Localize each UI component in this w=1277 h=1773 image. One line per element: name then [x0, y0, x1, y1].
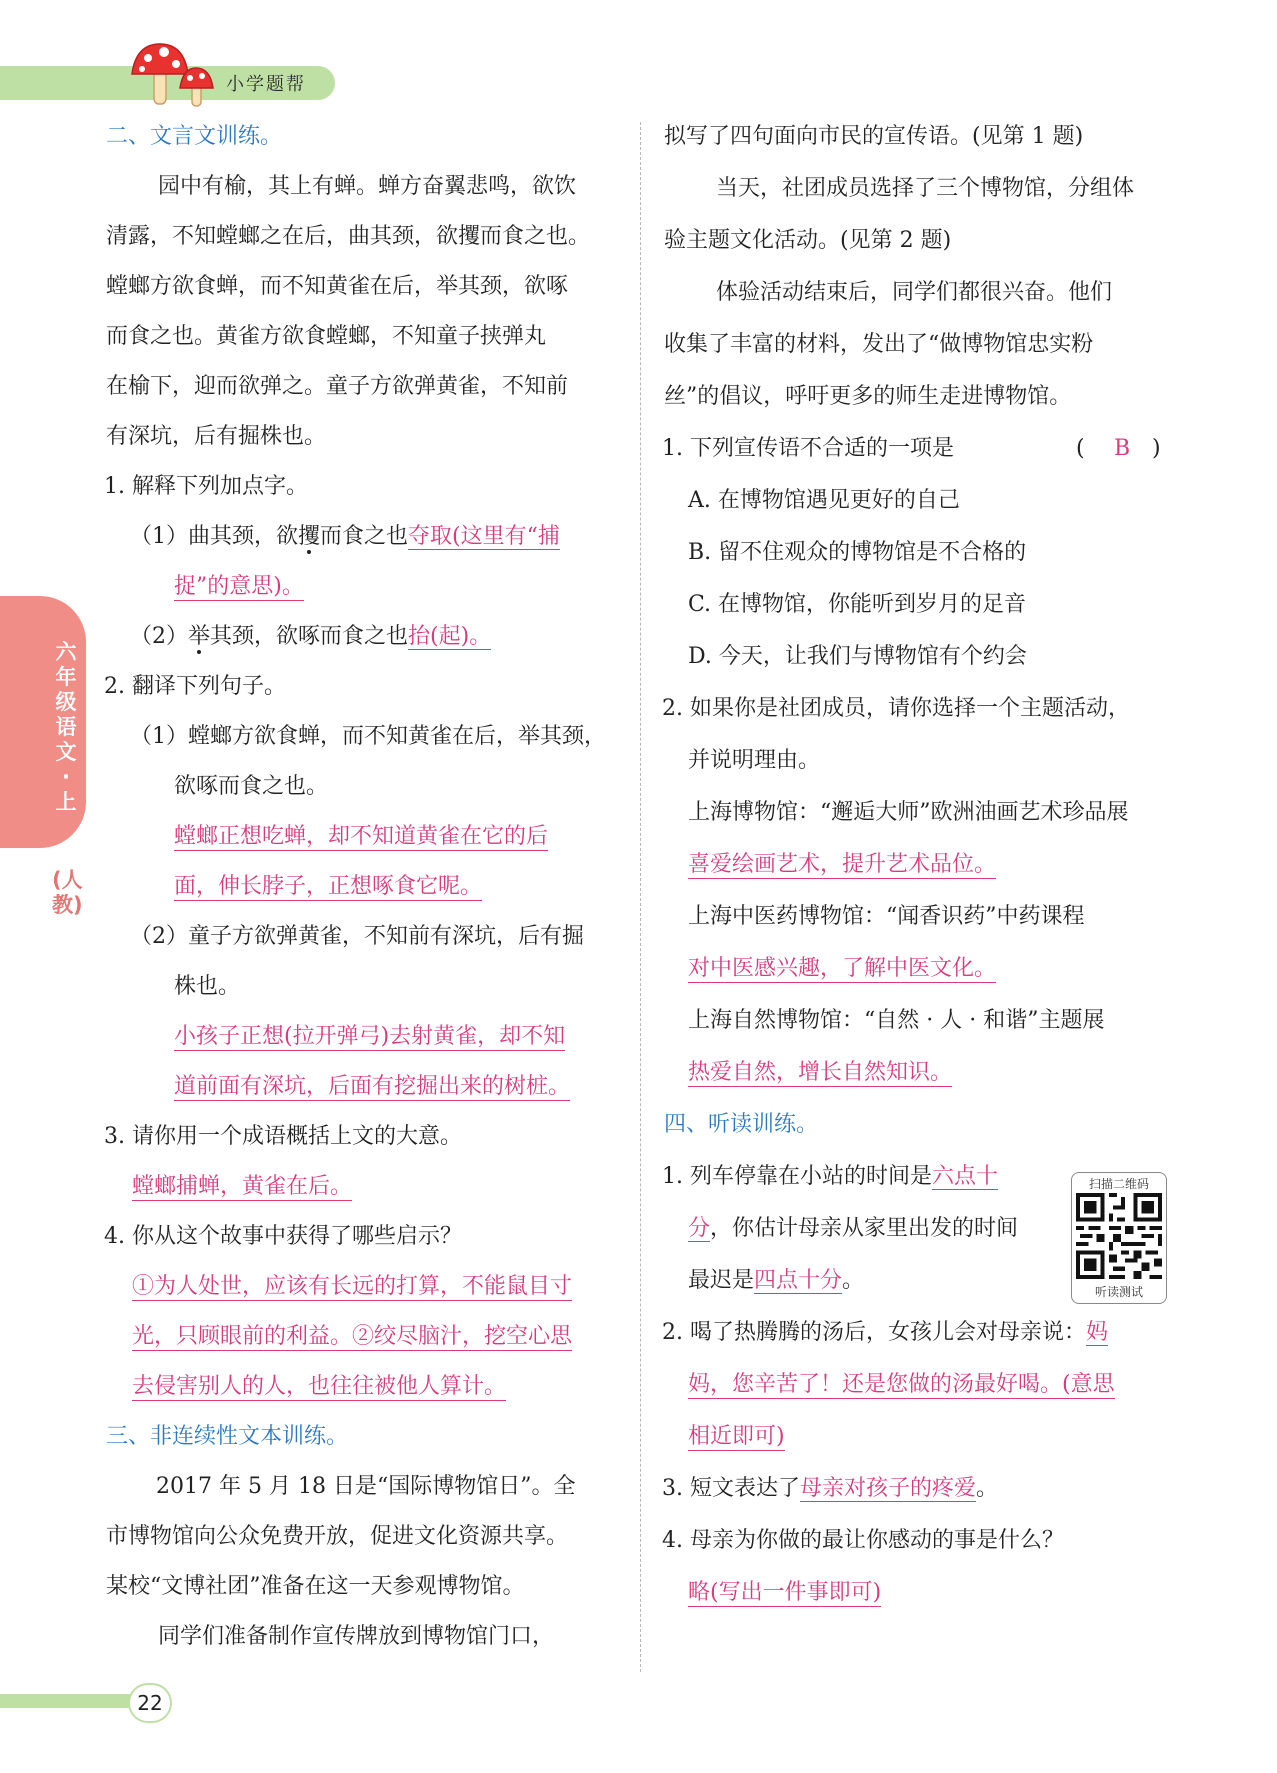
answer-4-line — [132, 1372, 506, 1402]
question-1-2 — [130, 622, 491, 652]
answer-3 — [132, 1172, 352, 1202]
side-tab-edition: (人教) — [52, 868, 83, 917]
answer-text: 喜爱绘画艺术，提升艺术品位。 — [688, 852, 997, 877]
answer-bracket-close: ) — [1152, 436, 1161, 461]
passage-line: 园中有榆，其上有蝉。蝉方奋翼悲鸣，欲饮 — [158, 174, 577, 199]
question-1-2-suffix: 其颈，欲啄而食之也 — [210, 624, 409, 649]
museum-2: 上海中医药博物馆：“闻香识药”中药课程 — [688, 904, 1085, 929]
question-1-1-prefix: （1）曲其颈，欲 — [130, 524, 298, 549]
mushroom-logo-icon — [128, 40, 228, 110]
answer-text: ①为人处世，应该有长远的打算，不能鼠目寸 — [132, 1274, 573, 1299]
option-b: B. 留不住观众的博物馆是不合格的 — [688, 540, 1027, 565]
passage-line: 有深坑，后有掘株也。 — [106, 424, 327, 449]
listen-answer-2a: 妈 — [1086, 1320, 1109, 1345]
listen-answer-1c: 四点十分 — [754, 1268, 843, 1293]
answer-text: 光，只顾眼前的利益。②绞尽脑汁，挖空心思 — [132, 1324, 573, 1349]
answer-2-1-line — [174, 822, 548, 852]
museum-3-answer — [688, 1058, 952, 1088]
listen-answer-4 — [688, 1578, 881, 1608]
section-3-title: 三、非连续性文本训练。 — [106, 1424, 349, 1449]
answer-text: 对中医感兴趣，了解中医文化。 — [688, 956, 997, 981]
section-3-cont: 当天，社团成员选择了三个博物馆，分组体 — [716, 176, 1135, 201]
answer-text: 捉”的意思)。 — [174, 574, 304, 599]
qr-caption-bottom: 听读测试 — [1094, 1285, 1143, 1299]
answer-4-line — [132, 1322, 572, 1352]
answer-text: 小孩子正想(拉开弹弓)去射黄雀，却不知 — [174, 1024, 566, 1049]
option-d: D. 今天，让我们与博物馆有个约会 — [688, 644, 1027, 669]
header-title: 小学题帮 — [226, 74, 306, 95]
question-1: 1. 解释下列加点字。 — [104, 474, 308, 499]
museum-1-answer — [688, 850, 996, 880]
answer-choice: B — [1114, 436, 1131, 461]
listen-question-1-end — [688, 1266, 864, 1296]
listen-answer-1b: 分 — [688, 1216, 711, 1241]
listen-question-3 — [662, 1474, 998, 1504]
question-2: 2. 翻译下列句子。 — [104, 674, 286, 699]
section-2-title: 二、文言文训练。 — [106, 124, 283, 149]
answer-1-2: 抬(起)。 — [408, 624, 492, 649]
section-3-line: 市博物馆向公众免费开放，促进文化资源共享。 — [106, 1524, 569, 1549]
section-4-title: 四、听读训练。 — [664, 1112, 819, 1137]
question-2-1-cont: 欲啄而食之也。 — [174, 774, 329, 799]
answer-text: 热爱自然，增长自然知识。 — [688, 1060, 953, 1085]
side-tab-grade: 六年级语文·上 — [55, 640, 77, 814]
answer-text: 螳螂捕蝉，黄雀在后。 — [132, 1174, 353, 1199]
section-3-cont: 验主题文化活动。(见第 2 题) — [664, 228, 952, 253]
listen-answer-1a: 六点十 — [931, 1164, 998, 1189]
answer-text: 道前面有深坑，后面有挖掘出来的树桩。 — [174, 1074, 571, 1099]
listen-question-1 — [662, 1162, 998, 1192]
section-3-line: 2017 年 5 月 18 日是“国际博物馆日”。全 — [156, 1474, 576, 1499]
passage-line: 螳螂方欲食蝉，而不知黄雀在后，举其颈，欲啄 — [106, 274, 569, 299]
punctuation: 。 — [842, 1268, 865, 1293]
answer-2-2-line — [174, 1022, 565, 1052]
section-3-cont: 丝”的倡议，呼吁更多的师生走进博物馆。 — [664, 384, 1072, 409]
question-2-2: （2）童子方欲弹黄雀，不知前有深坑，后有掘 — [130, 924, 584, 949]
answer-text: 去侵害别人的人，也往往被他人算计。 — [132, 1374, 507, 1399]
museum-2-answer — [688, 954, 996, 984]
museum-1: 上海博物馆：“邂逅大师”欧洲油画艺术珍品展 — [688, 800, 1129, 825]
option-c: C. 在博物馆，你能听到岁月的足音 — [688, 592, 1027, 617]
question-4: 4. 你从这个故事中获得了哪些启示？ — [104, 1224, 462, 1249]
punctuation: 。 — [976, 1476, 999, 1501]
answer-text: 螳螂正想吃蝉，却不知道黄雀在它的后 — [174, 824, 549, 849]
question-1-1-suffix: 而食之也 — [320, 524, 409, 549]
answer-text: 略(写出一件事即可) — [688, 1580, 882, 1605]
question-1-2-prefix: （2） — [130, 624, 188, 649]
listen-answer-3: 母亲对孩子的疼爱 — [799, 1476, 976, 1501]
question-2-1: （1）螳螂方欲食蝉，而不知黄雀在后，举其颈， — [130, 724, 606, 749]
passage-line: 而食之也。黄雀方欲食螳螂，不知童子挟弹丸 — [106, 324, 547, 349]
answer-text: 面，伸长脖子，正想啄食它呢。 — [174, 874, 483, 899]
section-3-cont: 收集了丰富的材料，发出了“做博物馆忠实粉 — [664, 332, 1094, 357]
museum-3: 上海自然博物馆：“自然 · 人 · 和谐”主题展 — [688, 1008, 1105, 1033]
right-question-1: 1. 下列宣传语不合适的一项是 — [662, 436, 954, 461]
answer-text: 相近即可) — [688, 1424, 785, 1449]
listen-question-3-text: 3. 短文表达了 — [662, 1476, 800, 1501]
listen-question-2-text: 2. 喝了热腾腾的汤后，女孩儿会对母亲说： — [662, 1320, 1086, 1345]
right-question-2-cont: 并说明理由。 — [688, 748, 821, 773]
listen-question-1-text: 1. 列车停靠在小站的时间是 — [662, 1164, 932, 1189]
listen-question-1-cont — [688, 1214, 1018, 1244]
listen-answer-2-line — [688, 1422, 785, 1452]
option-a: A. 在博物馆遇见更好的自己 — [688, 488, 960, 513]
question-3: 3. 请你用一个成语概括上文的大意。 — [104, 1124, 462, 1149]
dotted-char: 举 — [188, 624, 211, 649]
answer-2-1-line — [174, 872, 482, 902]
answer-4-line — [132, 1272, 572, 1302]
section-3-cont: 拟写了四句面向市民的宣传语。(见第 1 题) — [664, 124, 1084, 149]
page-number: 22 — [128, 1683, 172, 1723]
qr-caption-top: 扫描二维码 — [1088, 1177, 1149, 1191]
right-question-2: 2. 如果你是社团成员，请你选择一个主题活动， — [662, 696, 1130, 721]
answer-text: 妈，您辛苦了！还是您做的汤最好喝。(意思 — [688, 1372, 1115, 1397]
answer-1-1-part-a: 夺取(这里有“捕 — [408, 524, 560, 549]
answer-bracket-open: ( — [1076, 436, 1085, 461]
listen-question-1-post: 最迟是 — [688, 1268, 755, 1293]
passage-line: 清露，不知螳螂之在后，曲其颈，欲攫而食之也。 — [106, 224, 591, 249]
passage-line: 在榆下，迎而欲弹之。童子方欲弹黄雀，不知前 — [106, 374, 569, 399]
section-3-line: 某校“文博社团”准备在这一天参观博物馆。 — [106, 1574, 525, 1599]
section-3-line: 同学们准备制作宣传牌放到博物馆门口， — [158, 1624, 555, 1649]
answer-2-2-line — [174, 1072, 570, 1102]
dotted-char: 攫 — [298, 524, 321, 549]
qr-code-icon[interactable] — [1076, 1193, 1162, 1279]
listen-answer-2-line — [688, 1370, 1115, 1400]
section-3-cont: 体验活动结束后，同学们都很兴奋。他们 — [716, 280, 1113, 305]
listen-question-1-mid: ，你估计母亲从家里出发的时间 — [710, 1216, 1019, 1241]
listen-question-2 — [662, 1318, 1108, 1348]
answer-1-1-part-b — [174, 572, 304, 602]
question-1-1 — [130, 522, 560, 552]
column-divider — [640, 122, 641, 1672]
listen-question-4: 4. 母亲为你做的最让你感动的事是什么？ — [662, 1528, 1064, 1553]
question-2-2-cont: 株也。 — [174, 974, 241, 999]
